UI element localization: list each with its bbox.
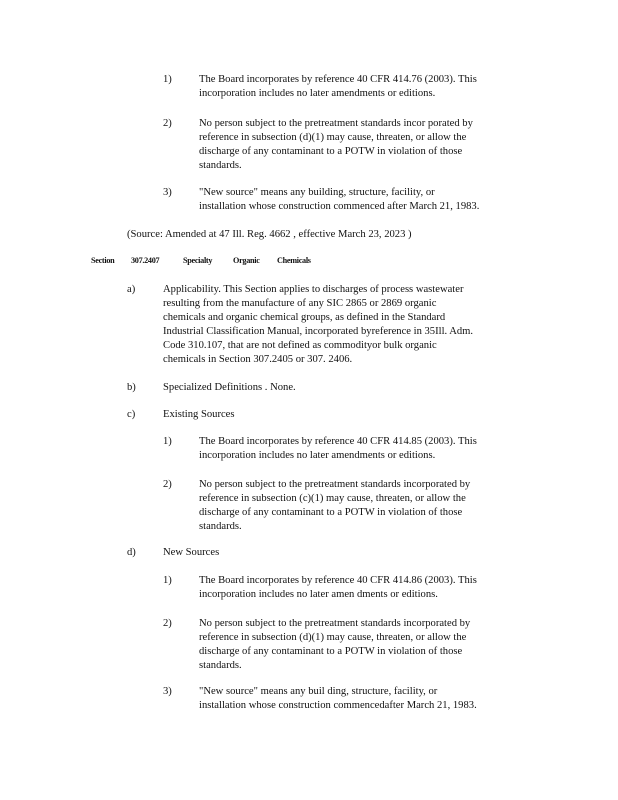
text-line: standards.	[199, 659, 242, 671]
section-title-word: Specialty	[183, 256, 213, 265]
text-line: chemicals in Section 307.2405 or 307. 2406.	[163, 353, 353, 365]
paragraph-d3	[199, 186, 479, 214]
text-line: discharge of any contaminant to a POTW in violation of those	[199, 506, 463, 518]
list-label: 3)	[163, 187, 172, 198]
text-line: incorporation includes no later amendments or editions.	[199, 87, 436, 99]
text-line: The Board incorporates by reference 40 CFR 414.86 (2003). This	[199, 575, 477, 586]
text-line: chemicals and organic chemical groups, as defined in the Standard	[163, 311, 446, 323]
item-label-a: a)	[127, 284, 136, 295]
paragraph-d2	[199, 117, 473, 173]
text-line: reference in subsection (c)(1) may cause, threaten, or allow the	[199, 492, 466, 504]
text-line: Code 310.107, that are not defined as commodityor bulk organic	[163, 339, 437, 351]
item-label-c: c)	[127, 409, 136, 420]
paragraph-d1	[199, 73, 477, 101]
text-line: No person subject to the pretreatment standards incor porated by	[199, 118, 473, 129]
text-line: "New source" means any buil ding, structure, facility, or	[199, 686, 438, 697]
text-line: resulting from the manufacture of any SIC 2865 or 2869 organic	[163, 297, 437, 309]
paragraph-c1	[199, 435, 477, 463]
paragraph-definitions: Specialized Definitions . None.	[163, 382, 296, 393]
list-label: 2)	[163, 479, 172, 490]
item-label-b: b)	[127, 382, 136, 393]
paragraph-new-d3	[199, 685, 477, 713]
text-line: No person subject to the pretreatment standards incorporated by	[199, 618, 471, 629]
text-line: No person subject to the pretreatment standards incorporated by	[199, 479, 471, 490]
source-note: (Source: Amended at 47 Ill. Reg. 4662 , effective March 23, 2023 )	[127, 229, 412, 240]
text-line: installation whose construction commencedafter March 21, 1983.	[199, 699, 477, 711]
text-line: installation whose construction commenced after March 21, 1983.	[199, 200, 480, 212]
text-line: Industrial Classification Manual, incorporated byreference in 35Ill. Adm.	[163, 325, 474, 337]
heading-new-sources: New Sources	[163, 547, 220, 558]
paragraph-applicability	[163, 283, 473, 366]
text-line: incorporation includes no later amendments or editions.	[199, 449, 436, 461]
text-line: The Board incorporates by reference 40 CFR 414.85 (2003). This	[199, 436, 477, 447]
list-label: 1)	[163, 436, 172, 447]
text-line: incorporation includes no later amen dments or editions.	[199, 588, 438, 600]
text-line: The Board incorporates by reference 40 CFR 414.76 (2003). This	[199, 74, 477, 85]
paragraph-new-d1	[199, 574, 477, 602]
text-line: standards.	[199, 520, 242, 532]
text-line: reference in subsection (d)(1) may cause, threaten, or allow the	[199, 131, 467, 143]
text-line: standards.	[199, 159, 242, 171]
text-line: discharge of any contaminant to a POTW in violation of those	[199, 145, 463, 157]
section-number: 307.2407	[131, 256, 160, 265]
section-title-word: Chemicals	[277, 256, 311, 265]
text-line: "New source" means any building, structure, facility, or	[199, 187, 435, 198]
list-label: 1)	[163, 575, 172, 586]
section-title-word: Organic	[233, 256, 260, 265]
text-line: Applicability. This Section applies to discharges of process wastewater	[163, 284, 464, 295]
heading-existing-sources: Existing Sources	[163, 409, 235, 420]
list-label: 2)	[163, 618, 172, 629]
text-line: reference in subsection (d)(1) may cause, threaten, or allow the	[199, 631, 467, 643]
list-label: 1)	[163, 74, 172, 85]
paragraph-c2	[199, 478, 470, 534]
section-word: Section	[91, 256, 115, 265]
list-label: 2)	[163, 118, 172, 129]
item-label-d: d)	[127, 547, 136, 558]
list-label: 3)	[163, 686, 172, 697]
paragraph-new-d2	[199, 617, 470, 673]
text-line: discharge of any contaminant to a POTW in violation of those	[199, 645, 463, 657]
